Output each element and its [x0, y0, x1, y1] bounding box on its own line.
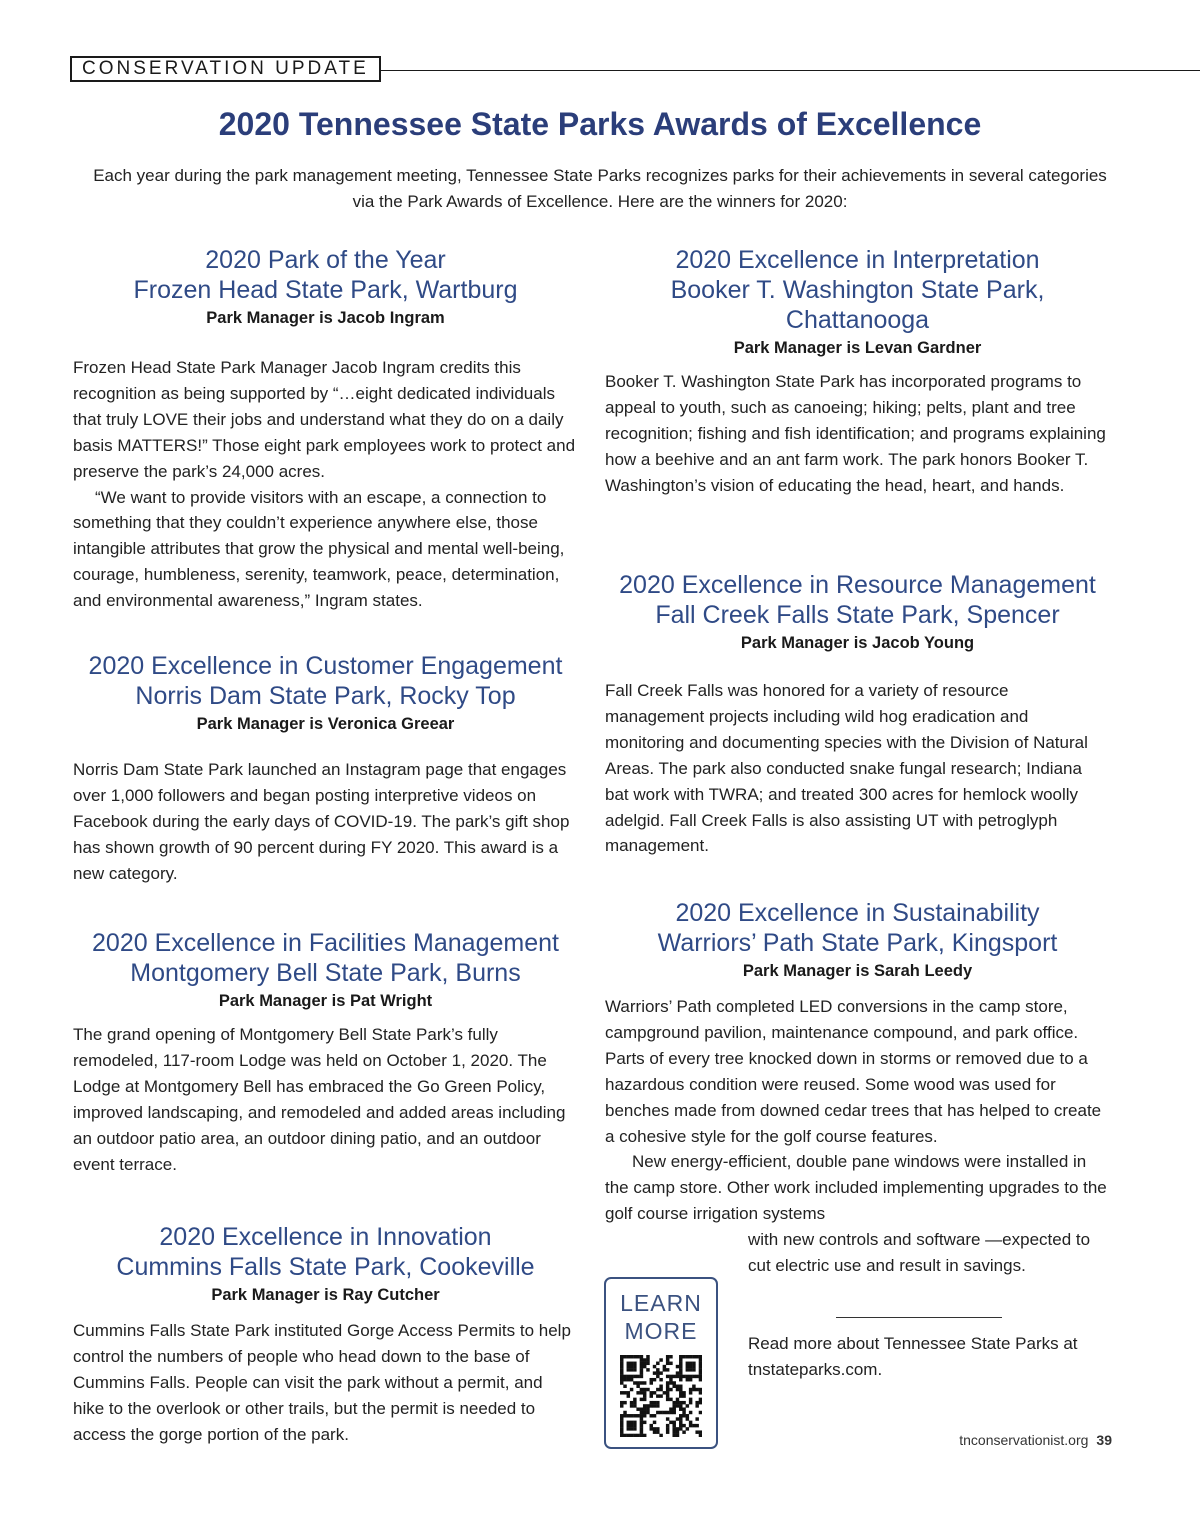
award-heading — [73, 651, 578, 711]
award-heading — [605, 898, 1110, 958]
park-manager: Park Manager is Levan Gardner — [733, 339, 982, 357]
award-title: 2020 Excellence in Sustainability — [675, 899, 1040, 927]
award-title: 2020 Excellence in Interpretation — [675, 246, 1040, 274]
award-park: Booker T. Washington State Park, — [670, 276, 1045, 304]
award-heading — [605, 570, 1110, 630]
award-sustainability — [605, 898, 1110, 1279]
learn-more-box[interactable] — [604, 1277, 718, 1449]
award-paragraph: Norris Dam State Park launched an Instagram page that engages over 1,000 followers and began posting interpretive videos on Facebook during the early days of COVID-19. The park’s gift shop has shown growth of 90 percent during FY 2020. This award is a new category. — [73, 760, 570, 883]
award-interpretation — [605, 245, 1110, 499]
award-park: Cummins Falls State Park, Cookeville — [116, 1253, 535, 1281]
award-title: 2020 Excellence in Facilities Management — [92, 929, 559, 957]
park-manager: Park Manager is Veronica Greear — [196, 715, 455, 733]
award-park-of-the-year — [73, 245, 578, 614]
award-park-city: Chattanooga — [785, 306, 930, 334]
award-resource-management — [605, 570, 1110, 859]
intro-paragraph: Each year during the park management meeting, Tennessee State Parks recognizes parks for their achievements in several categories via the Park Awards of Excellence. Here are the winners for 2020: — [93, 166, 1107, 211]
learn-label-line2: MORE — [624, 1318, 698, 1344]
award-heading — [73, 245, 578, 305]
award-paragraph-continued: with new controls and software —expected to cut electric use and result in savings. — [748, 1230, 1091, 1276]
page-footer — [959, 1432, 1112, 1448]
learn-more-label — [606, 1289, 716, 1345]
award-park: Montgomery Bell State Park, Burns — [130, 959, 521, 987]
park-manager: Park Manager is Jacob Ingram — [206, 309, 445, 327]
award-customer-engagement — [73, 651, 578, 887]
award-paragraph: Warriors’ Path completed LED conversions in the camp store, campground pavilion, maintenance compound, and park office. Parts of every tree knocked down in storms or removed due to a hazardous condition were reused. Some wood was used for benches made from downed cedar trees that has helped to create a cohesive style for the golf course features. — [605, 997, 1102, 1146]
award-heading — [73, 1222, 578, 1282]
award-paragraph: The grand opening of Montgomery Bell State Park’s fully remodeled, 117-room Lodge was held on October 1, 2020. The Lodge at Montgomery Bell has embraced the Go Green Policy, improved landscaping, and remodeled and added areas including an outdoor patio area, an outdoor dining patio, and an outdoor event terrace. — [73, 1025, 566, 1174]
park-manager: Park Manager is Pat Wright — [218, 992, 433, 1010]
award-facilities-management — [73, 928, 578, 1177]
park-manager: Park Manager is Ray Cutcher — [211, 1286, 440, 1304]
award-title: 2020 Excellence in Innovation — [159, 1223, 492, 1251]
page-title: 2020 Tennessee State Parks Awards of Excellence — [218, 106, 982, 142]
award-park: Fall Creek Falls State Park, Spencer — [655, 601, 1060, 629]
qr-code-icon[interactable] — [620, 1355, 702, 1437]
award-heading — [605, 245, 1110, 335]
park-manager: Park Manager is Jacob Young — [740, 634, 975, 652]
award-innovation — [73, 1222, 578, 1448]
page-number: 39 — [1096, 1432, 1112, 1448]
award-paragraph: Booker T. Washington State Park has incorporated programs to appeal to youth, such as canoeing; hiking; pelts, plant and tree recognition; fishing and fish identification; and programs explaining how a beehive and an ant farm work. The park honors Booker T. Washington’s vision of educating the head, heart, and hands. — [605, 372, 1106, 495]
award-paragraph: Frozen Head State Park Manager Jacob Ingram credits this recognition as being supported by “…eight dedicated individuals that truly LOVE their jobs and understand what they do on a daily basis MATTERS!” Those eight park employees work to protect and preserve the park’s 24,000 acres. — [73, 358, 576, 481]
award-paragraph: Cummins Falls State Park instituted Gorge Access Permits to help control the numbers of people who head down to the base of Cummins Falls. People can visit the park without a permit, and hike to the overlook or other trails, but the permit is needed to access the gorge portion of the park. — [73, 1321, 571, 1444]
award-heading — [73, 928, 578, 988]
award-paragraph: New energy-efficient, double pane windows were installed in the camp store. Other work included implementing upgrades to the golf course irrigation systems — [605, 1152, 1107, 1224]
award-park: Norris Dam State Park, Rocky Top — [135, 682, 516, 710]
section-tag: CONSERVATION UPDATE — [70, 56, 381, 82]
award-park: Warriors’ Path State Park, Kingsport — [657, 929, 1058, 957]
award-paragraph: Fall Creek Falls was honored for a variety of resource management projects including wild hog eradication and monitoring and documenting species with the Division of Natural Areas. The park also conducted snake fungal research; Indiana bat work with TWRA; and treated 300 acres for hemlock woolly adelgid. Fall Creek Falls is also assisting UT with petroglyph management. — [605, 681, 1088, 856]
award-title: 2020 Park of the Year — [205, 246, 446, 274]
park-manager: Park Manager is Sarah Leedy — [742, 962, 973, 980]
award-title: 2020 Excellence in Customer Engagement — [88, 652, 563, 680]
award-title: 2020 Excellence in Resource Management — [619, 571, 1096, 599]
award-park: Frozen Head State Park, Wartburg — [133, 276, 518, 304]
read-more-text: Read more about Tennessee State Parks at tnstateparks.com. — [748, 1334, 1078, 1379]
learn-label-line1: LEARN — [620, 1290, 702, 1316]
divider-rule — [836, 1317, 1002, 1318]
award-paragraph: “We want to provide visitors with an escape, a connection to something that they couldn’t experience anywhere else, those intangible attributes that grow the physical and mental well-being, courage, humbleness, serenity, teamwork, peace, determination, and environmental awareness,” Ingram states. — [73, 487, 565, 611]
section-rule — [380, 70, 1200, 71]
footer-site: tnconservationist.org — [959, 1432, 1089, 1448]
